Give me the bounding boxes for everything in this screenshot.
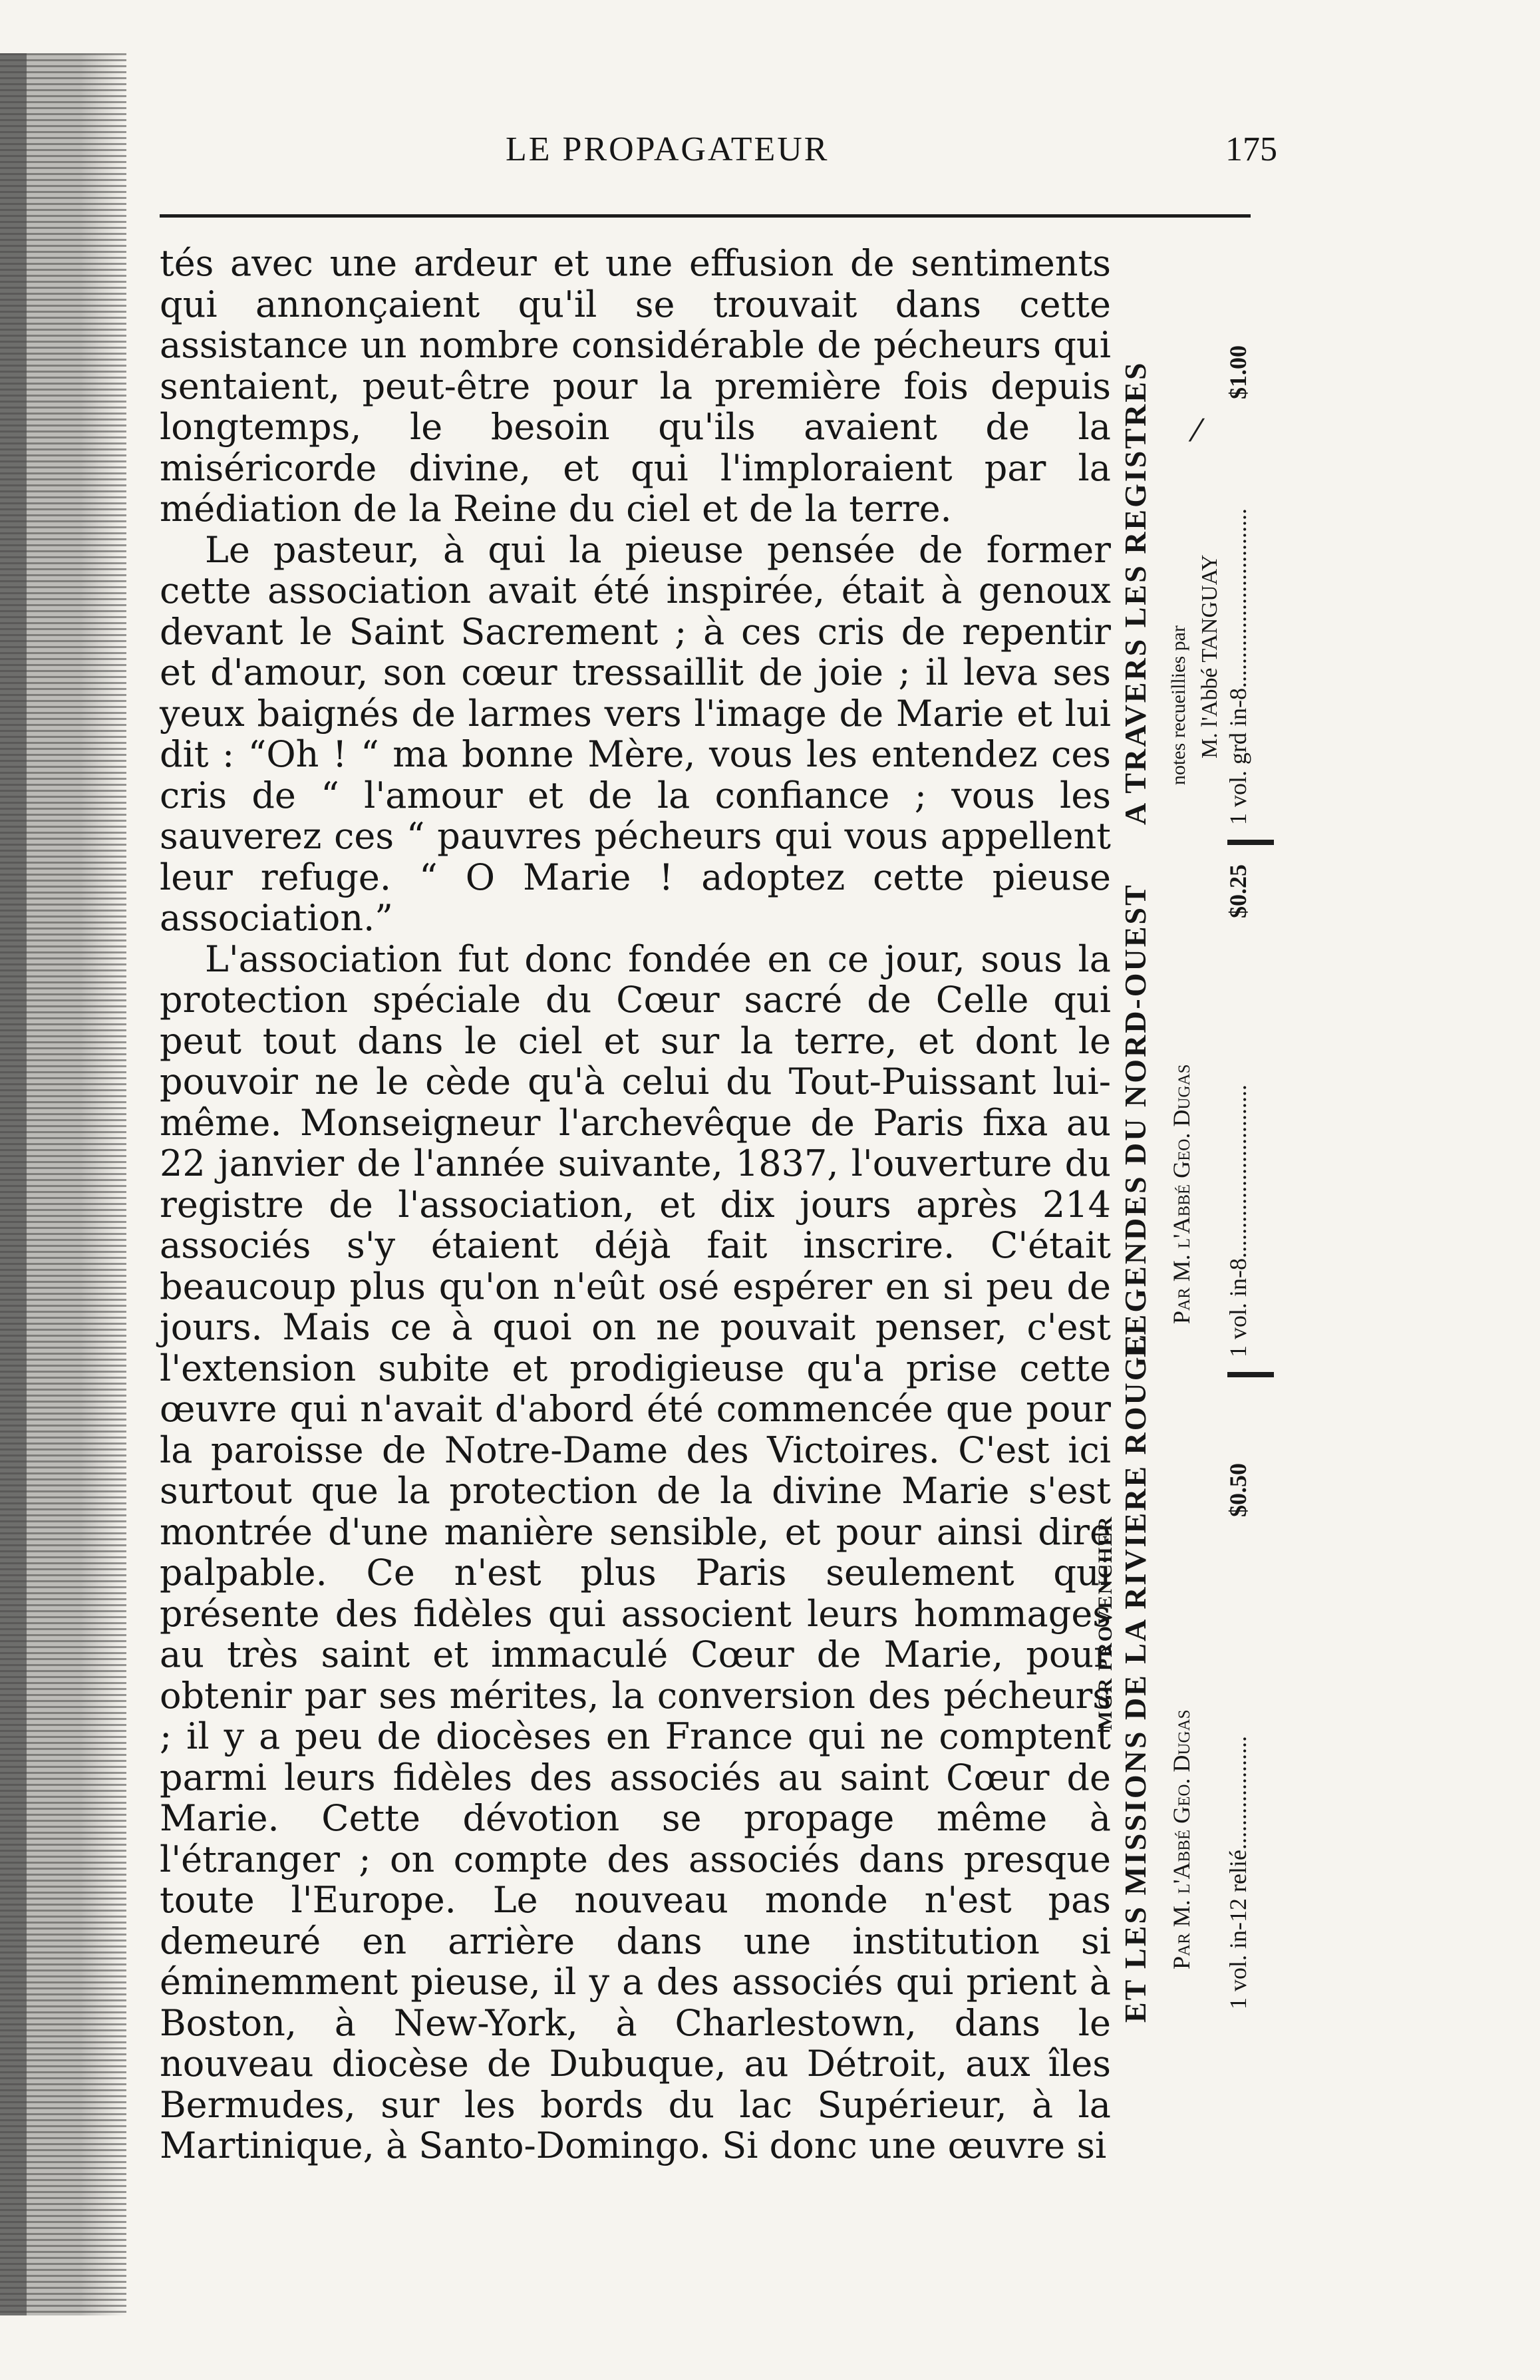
ad-authors-row [1167,313,1221,2023]
ad-format-registres: 1 vol. grd in-8.............................. [1225,508,1251,825]
ad-format-missions: 1 vol. in-12 relié................... [1225,1736,1251,2009]
ad-title-registres: A TRAVERS LES REGISTRES [1118,361,1152,825]
header-rule [160,214,1251,218]
paragraph-3: L'association fut donc fondée en ce jour, sous la protection spéciale du Cœur sacré de Celle qui peut tout dans le ciel et sur la terre, et dont le pouvoir ne le cède qu'à celui du Tout-Puissant lui-même. Monseigneur l'archevêque de Paris fixa au 22 janvier de l'année suivante, 1837, l'ouverture du registre de l'association, et dix jours après 214 associés s'y étaient déjà fait inscrire. C'était beaucoup plus qu'on n'eût osé espérer en si peu de jours. Mais ce à quoi on ne pouvait penser, c'est l'extension subite et prodigieuse qu'a prise cette œuvre qui n'avait d'abord été commencée que pour la paroisse de Notre-Dame des Victoires. C'est ici surtout que la protection de la divine Marie s'est montrée d'une manière sensible, et pour ainsi dire palpable. Ce n'est plus Paris seulement qui présente des fidèles qui associent leurs hommages au très saint et immaculé Cœur de Marie, pour obtenir par ses mérites, la conversion des pécheurs ; il y a peu de diocèses en France qui ne comptent parmi leurs fidèles des associés au saint Cœur de Marie. Cette dévotion se propage même à l'étranger ; on compte des associés dans presque toute l'Europe. Le nouveau monde n'est pas demeuré en arrière dans une institution si éminemment pieuse, il y a des associés qui prient à Boston, à New-York, à Charlestown, dans le nouveau diocèse de Dubuque, au Détroit, aux îles Bermudes, sur les bords du lac Supérieur, à la Martinique, à Santo-Domingo. Si donc une œuvre si [160,937,1111,2166]
page-number: 175 [1225,130,1277,168]
ad-separator-1 [1227,1372,1274,1377]
ad-prices-row [1224,313,1277,2023]
ad-title-missions: ET LES MISSIONS DE LA RIVIERE ROUGE [1118,1332,1152,2023]
ad-price-registres: $1.00 [1225,345,1251,399]
advertisement-strip-rotated [1094,313,1277,2023]
running-title: LE PROPAGATEUR [506,130,830,168]
ad-subtitle-provencher: MGR PROVENCHER [1094,1515,1116,1730]
ad-price-legendes: $0.25 [1225,864,1251,918]
ad-title-legendes: LEGENDES DU NORD-OUEST [1118,883,1152,1357]
ad-format-legendes: 1 vol. in-8............................. [1225,1085,1251,1357]
paragraph-2: Le pasteur, à qui la pieuse pensée de former cette association avait été inspirée, était à genoux devant le Saint Sacrement ; à ces cris de repentir et d'amour, son cœur tressaillit de joie ; il leva ses yeux baignés de larmes vers l'image de Marie et lui dit : “Oh ! “ ma bonne Mère, vous les entendez ces cris de “ l'amour et de la confiance ; vous les sauverez ces “ pauvres pécheurs qui vous appellent leur refuge. “ O Marie ! adoptez cette pieuse association.” [160,528,1111,939]
ad-author-missions: Par M. l'Abbé Geo. Dugas [1168,1709,1195,1969]
page-header [160,130,1277,176]
paragraph-1: tés avec une ardeur et une effusion de sentiments qui annonçaient qu'il se trouvait dans cette assistance un nombre considérable de pécheurs qui sentaient, peut-être pour la première fois depuis longtemps, le besoin qu'ils avaient de la miséricorde divine, et qui l'imploraient par la médiation de la Reine du ciel et de la terre. [160,242,1111,530]
ad-author-registres-line2: M. l'Abbé TANGUAY [1197,554,1222,759]
decorative-mark: ⁄ [1194,413,1199,448]
ad-author-registres-line1: notes recueillies par [1167,625,1189,785]
advertisement-strip [1094,313,1277,2023]
ad-titles-row [1094,313,1171,2023]
body-text [160,243,1111,2166]
ad-author-legendes: Par M. l'Abbé Geo. Dugas [1168,1064,1195,1324]
page-gutter-shadow [0,53,126,2315]
ad-price-missions: $0.50 [1225,1463,1251,1517]
ad-separator-2 [1227,840,1274,845]
